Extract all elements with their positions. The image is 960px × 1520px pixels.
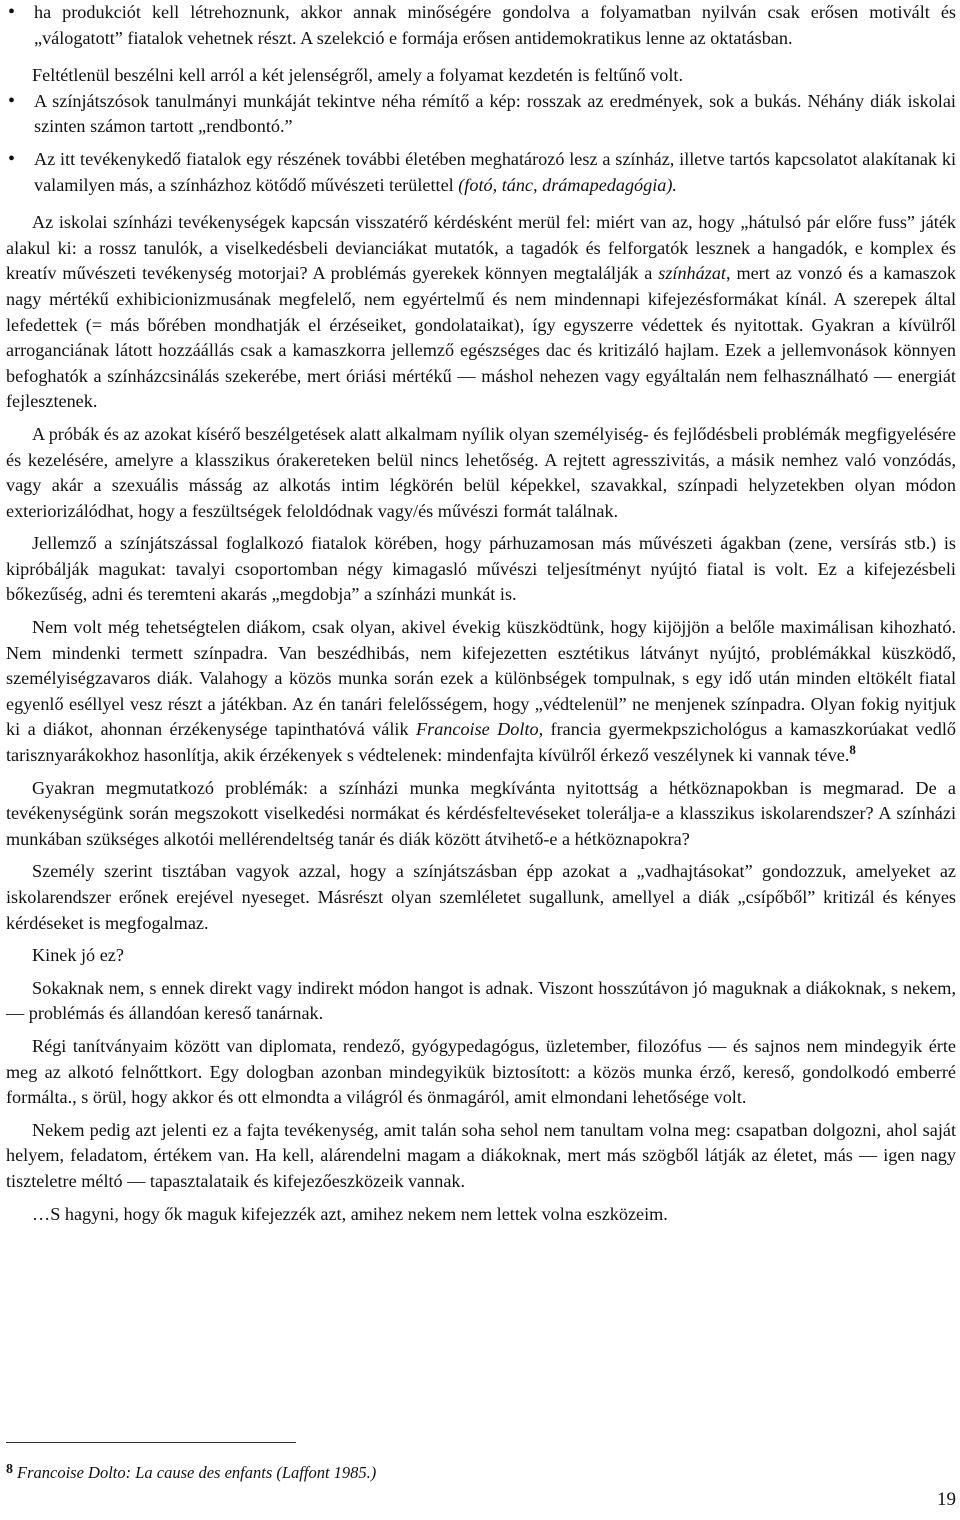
paragraph-text: francia gyermekpszichológus a kamaszkorúakat vedlő tarisznyarákokhoz hasonlítja, akik érzékenyek s védtelenek: mindenfajta kívülről érkező veszélynek ki vannak téve. xyxy=(6,719,956,766)
footnote xyxy=(6,1457,956,1486)
paragraph-text: Az iskolai színházi tevékenységek kapcsán visszatérő kérdésként merül fel: miért van az, hogy „hátulsó pár előre fuss” játék alakul ki: a rossz tanulók, a viselkedésbeli devianciákat mutatók, a tagadók és felforgatók lesznek a hangadók, e komplex és kreatív művészeti tevékenység motorjai? A problémás gyerekek könnyen megtalálják a xyxy=(6,212,956,284)
footnote-area xyxy=(6,1442,956,1486)
paragraph-text: , mert az vonzó és a kamaszok nagy mértékű exhibicionizmusának megfelelő, nem egyértelmű és nem mindennapi kifejezésformákat kínál. A szerepek által lefedettek (= más bőrében mondhatják el érzéseiket, gondolataikat), így egyszerre védettek és nyitottak. Gyakran a kívülről arroganciának látott hozzáállás csak a kamaszkorra jellemző egészséges dac és kritizáló hajlam. Ezek a jellemvonások könnyen befoghatók a színházcsinálás szekerébe, mert óriási mértékű — máshol nehezen vagy egyáltalán nem felhasználható — energiát fejlesztenek. xyxy=(6,263,956,412)
paragraph: Régi tanítványaim között van diplomata, rendező, gyógypedagógus, üzletember, filozófus — és sajnos nem mindegyik érte meg az alkotó felnőttkort. Egy dologban azonban mindegyikük biztosított: a közös munka érző, kereső, gondolkodó emberré formálta., s örül, hogy akkor és ott elmondta a világról és önmagáról, amit elmondani lehetősége volt. xyxy=(6,1035,956,1108)
paragraph: Kinek jó ez? xyxy=(32,945,124,966)
paragraph: Jellemző a színjátszással foglalkozó fiatalok körében, hogy párhuzamosan más művészeti ágakban (zene, versírás stb.) is kipróbálják magukat: tavalyi csoportomban négy kimagasló művészi teljesítményt nyújtó fiatal is volt. Ez a kifejezésbeli bőkezűség, adni és teremteni akarás „megdobja” a színházi munkát is. xyxy=(6,533,956,605)
paragraph xyxy=(6,210,956,415)
page-body xyxy=(6,0,956,1227)
footnote-reference[interactable]: 8 xyxy=(849,742,856,758)
list-item: • ha produkciót kell létrehoznunk, akkor annak minőségére gondolva a folyamatban nyilván csak erősen motivált és „válogatott” fiatalok vehetnek részt. A szelekció e formája erősen antidemokratikus lenne az oktatásban. xyxy=(6,0,956,51)
paragraph: Személy szerint tisztában vagyok azzal, hogy a színjátszásban épp azokat a „vadhajtásokat” gondozzuk, amelyeket az iskolarendszer erőnek erejével nyeseget. Másrészt olyan szemléletet sugallunk, amellyel a diák „csípőből” kritizál és kényes kérdéseket is megfogalmaz. xyxy=(6,861,956,933)
paragraph-text: Nem volt még tehetségtelen diákom, csak olyan, akivel évekig küszködtünk, hogy kijöjjön a belőle maximálisan kihozható. Nem mindenki termett színpadra. Van beszédhibás, nem kifejezetten esztétikus látványt nyújtó, problémákkal küszködő, személyiségzavaros diák. Valahogy a közös munka során ezek a különbségek tompulnak, s egy idő után minden eltökélt fiatal egyenlő eséllyel vesz részt a játékban. Az én tanári felelősségem, hogy „védtelenül” ne menjenek színpadra. Olyan fokig nyitjuk ki a diákot, ahonnan érzékenysége tapinthatóvá válik xyxy=(6,617,956,740)
list-item xyxy=(6,147,956,198)
paragraph-italic: Francoise Dolto, xyxy=(416,719,544,740)
list-item-text: Az itt tevékenykedő fiatalok egy részének további életében meghatározó lesz a színház, illetve tartós kapcsolatot alakítanak ki valamilyen más, a színházhoz kötődő művészeti területtel xyxy=(34,148,956,195)
list-item: • A színjátszósok tanulmányi munkáját tekintve néha rémítő a kép: rosszak az eredmények, sok a bukás. Néhány diák iskolai szinten számon tartott „rendbontó.” xyxy=(6,89,956,140)
footnote-text: Francoise Dolto: La cause des enfants (Laffont 1985.) xyxy=(17,1463,377,1482)
paragraph: A próbák és az azokat kísérő beszélgetések alatt alkalmam nyílik olyan személyiség- és fejlődésbeli problémák megfigyelésére és kezelésére, amelyre a klasszikus órakereteken belül nincs lehetőség. A rejtett agresszivitás, a másik nemhez való vonzódás, vagy akár a szexuális másság az alkotás intim légkörén belül képekkel, szavakkal, színpadi helyzetekben olyan módon exteriorizálódhat, hogy a feszültségek feloldódnak vagy/és művészi formát találnak. xyxy=(6,423,956,521)
footnote-mark: 8 xyxy=(6,1462,13,1477)
intro-paragraph: Feltétlenül beszélni kell arról a két jelenségről, amely a folyamat kezdetén is feltűnő volt. xyxy=(32,65,683,86)
paragraph xyxy=(6,615,956,769)
paragraph: Nekem pedig azt jelenti ez a fajta tevékenység, amit talán soha sehol nem tanultam volna meg: csapatban dolgozni, ahol saját helyem, feladatom, értékem van. Ha kell, alárendelni magam a diákoknak, mert más szögből látják az életet, más — igen nagy tiszteletre méltó — tapasztalataik és kifejezőeszközeik vannak. xyxy=(6,1119,956,1191)
page-number: 19 xyxy=(937,1489,956,1510)
list-item-italic: (fotó, tánc, drámapedagógia). xyxy=(458,174,677,195)
paragraph: Gyakran megmutatkozó problémák: a színházi munka megkívánta nyitottság a hétköznapokban is megmarad. De a tevékenységünk során megszokott viselkedési normákat és kérdésfeltevéseket tolerálja-e a klasszikus iskolarendszer? A színházi munkában szükséges alkotói mellérendeltség tanár és diák között átvihető-e a hétköznapokra? xyxy=(6,777,956,849)
footnote-separator xyxy=(6,1442,296,1443)
paragraph-italic: színházat xyxy=(658,263,726,284)
bullet-list-mid xyxy=(6,89,956,198)
paragraph: Sokaknak nem, s ennek direkt vagy indirekt módon hangot is adnak. Viszont hosszútávon jó maguknak a diákoknak, s nekem, — problémás és állandóan kereső tanárnak. xyxy=(6,977,956,1024)
bullet-list-top xyxy=(6,0,956,51)
paragraph: …S hagyni, hogy ők maguk kifejezzék azt, amihez nekem nem lettek volna eszközeim. xyxy=(32,1203,668,1224)
